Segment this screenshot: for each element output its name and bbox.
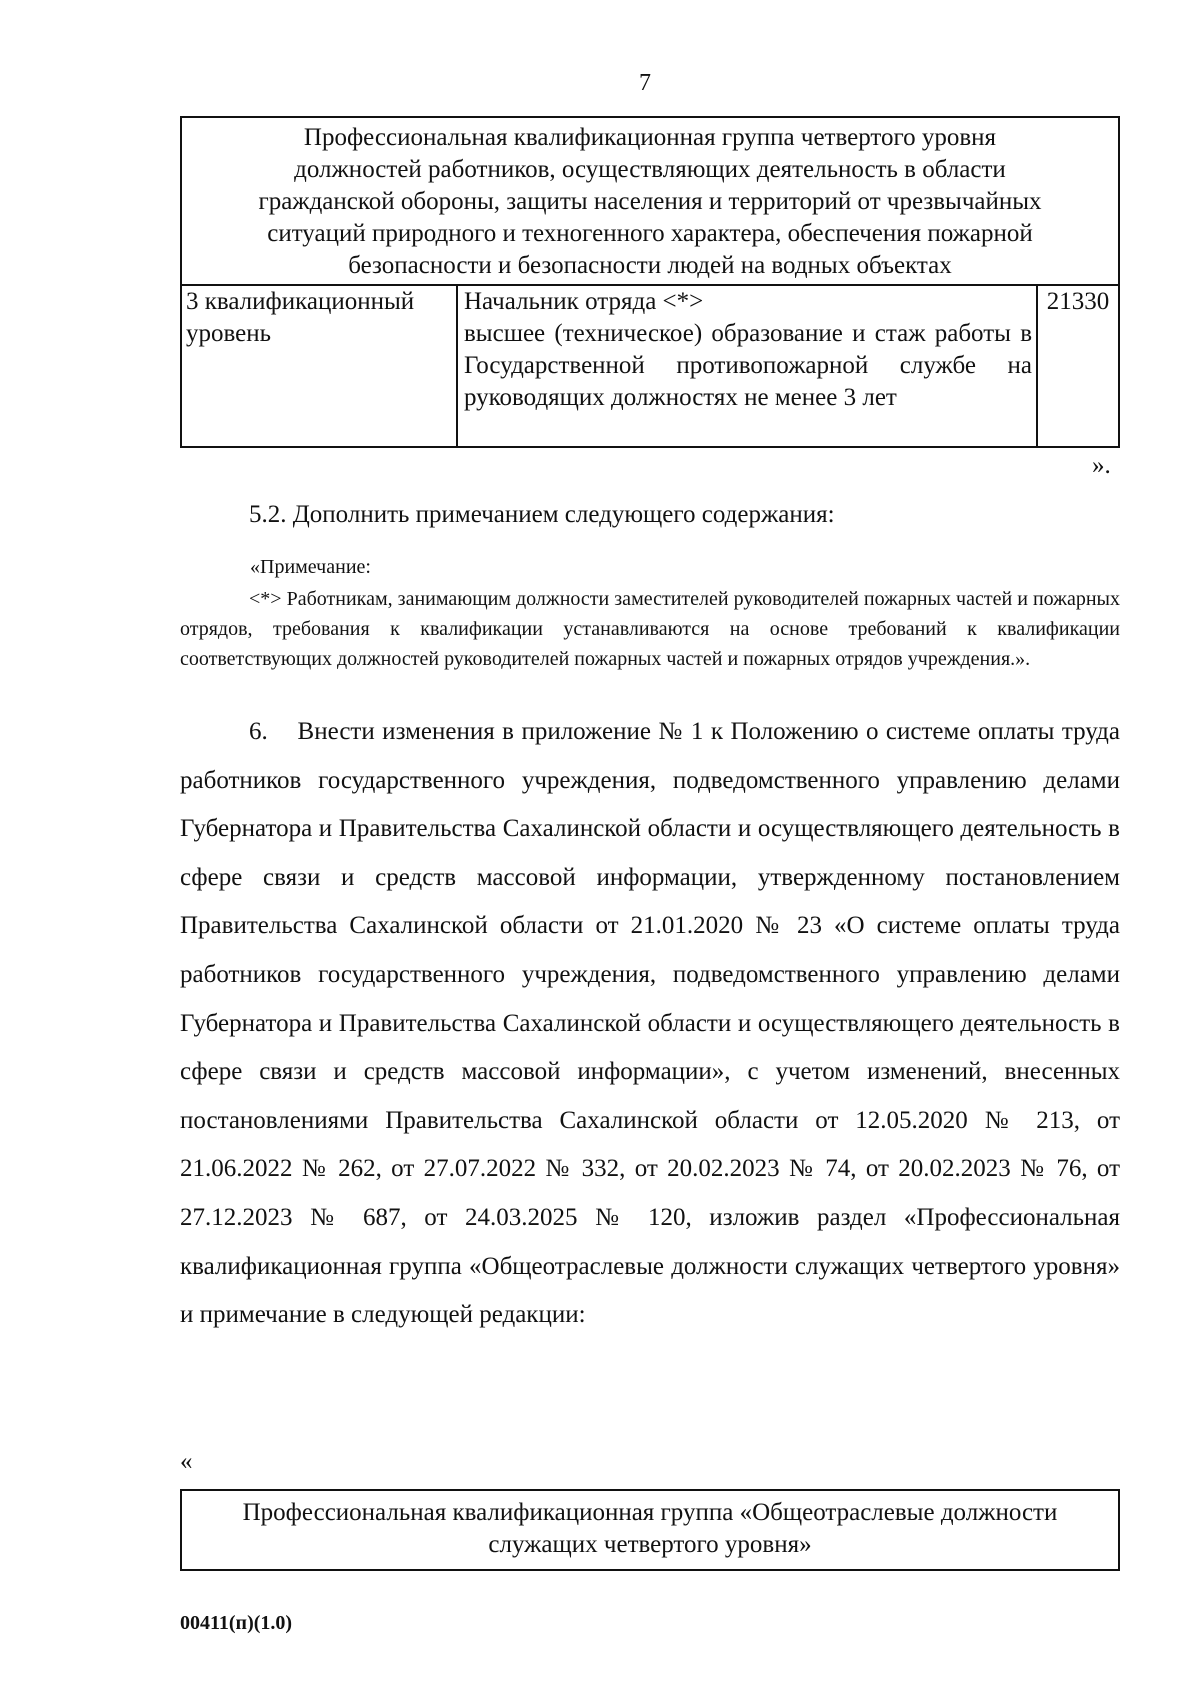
section-subheading: 5.2. Дополнить примечанием следующего содержания: [249,501,835,528]
table-header-row [181,1490,1119,1570]
group-title-cell [181,117,1119,285]
position-title: Начальник отряда <*> [464,288,704,315]
group-title-line: Профессиональная квалификационная группа четвертого уровня [303,124,997,151]
group-title-line: служащих четвертого уровня» [488,1531,812,1558]
table-row [181,285,1119,447]
group-title-line: Профессиональная квалификационная группа «Общеотраслевые должности [242,1499,1058,1526]
page-number: 7 [639,70,651,96]
qualification-level-cell [181,285,457,447]
salary-cell: 21330 [1037,285,1119,447]
position-description-cell [457,285,1037,447]
table-header-row [181,117,1119,285]
qualification-level-line: 3 квалификационный [186,288,415,315]
group-title-line: ситуаций природного и техногенного характера, обеспечения пожарной [267,220,1033,247]
note-body: <*> Работникам, занимающим должности заместителей руководителей пожарных частей и пожарных отрядов, требования к квалификации устанавливаются на основе требований к квалификации соответствующих должностей руководителей пожарных частей и пожарных отрядов учреждения.». [180,588,1120,670]
paragraph-6: 6. Внести изменения в приложение № 1 к Положению о системе оплаты труда работников государственного учреждения, подведомственного управлению делами Губернатора и Правительства Сахалинской области и осуществляющего деятельность в сфере связи и средств массовой информации, утвержденному постановлением Правительства Сахалинской области от 21.01.2020 № 23 «О системе оплаты труда работников государственного учреждения, подведомственного управлению делами Губернатора и Правительства Сахалинской области и осуществляющего деятельность в сфере связи и средств массовой информации», с учетом изменений, внесенных постановлениями Правительства Сахалинской области от 12.05.2020 № 213, от 21.06.2022 № 262, от 27.07.2022 № 332, от 20.02.2023 № 74, от 20.02.2023 № 76, от 27.12.2023 № 687, от 24.03.2025 № 120, изложив раздел «Профессиональная квалификационная группа «Общеотраслевые должности служащих четвертого уровня» и примечание в следующей редакции: [180,718,1120,1329]
position-requirements: высшее (техническое) образование и стаж работы в Государственной противопожарной службе на руководящих должностях не менее 3 лет [464,320,1032,411]
qualification-level-line: уровень [186,320,272,347]
opening-quote: « [180,1448,193,1475]
document-code: 00411(п)(1.0) [180,1612,293,1634]
group-title-line: безопасности и безопасности людей на водных объектах [348,252,952,279]
note-title: «Примечание: [250,556,371,578]
general-positions-table [180,1489,1120,1571]
group-title-line: должностей работников, осуществляющих деятельность в области [294,156,1006,183]
closing-quote: ». [1092,452,1111,479]
qualification-table [180,116,1120,448]
group-title-cell [181,1490,1119,1570]
group-title-line: гражданской обороны, защиты населения и территорий от чрезвычайных [258,188,1042,215]
